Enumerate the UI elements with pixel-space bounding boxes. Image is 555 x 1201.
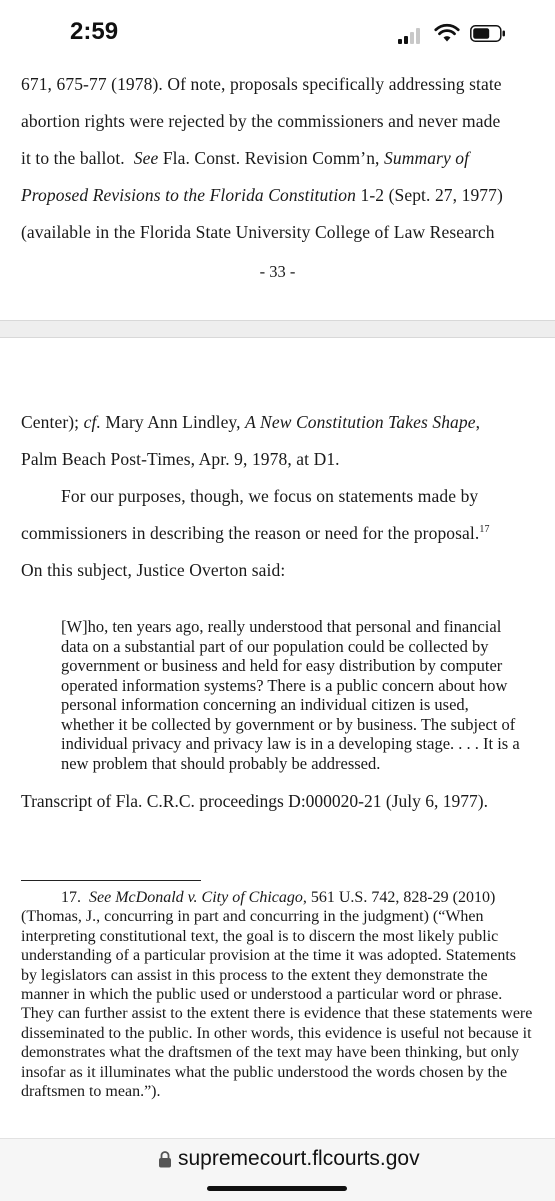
- text-line: On this subject, Justice Overton said:: [21, 560, 286, 580]
- page-number: - 33 -: [259, 262, 296, 281]
- signal-icon: [398, 28, 422, 44]
- lock-icon: [158, 1150, 172, 1168]
- text-line: Proposed Revisions to the Florida Constitution 1-2 (Sept. 27, 1977): [21, 185, 503, 205]
- case-name: McDonald v. City of Chicago: [115, 889, 303, 906]
- footnote-divider: [21, 880, 201, 881]
- text-line: For our purposes, though, we focus on statements made by: [61, 486, 479, 506]
- text-line: it to the ballot. See Fla. Const. Revision Comm’n, Summary of: [21, 148, 470, 168]
- text-line: (available in the Florida State University College of Law Research: [21, 222, 495, 242]
- home-indicator[interactable]: [207, 1186, 347, 1191]
- status-time: 2:59: [70, 18, 119, 45]
- footnote-17: 17. See McDonald v. City of Chicago, 561 U.S. 742, 828-29 (2010) (Thomas, J., concurring in part and concurring in the judgment) (“When interpreting constitutional text, the goal is to discern the most likely public understanding of a particular provision at the time it was adopted. Statements by legislators can assist in this process to the extent they demonstrate the manner in which the public used or understood a particular word or phrase. They can further assist to the extent there is evidence that these statements were disseminated to the public. In other words, this evidence is useful not because it demonstrates what the draftsmen of the text may have been thinking, but only insofar as it illuminates what the public understood the words chosen by the draftsmen to mean.”).: [21, 889, 533, 1101]
- citation-transcript: Transcript of Fla. C.R.C. proceedings D:000020-21 (July 6, 1977).: [21, 791, 488, 811]
- browser-address-bar[interactable]: [0, 1138, 555, 1201]
- footnote-reference[interactable]: 17: [479, 524, 490, 536]
- url-text[interactable]: supremecourt.flcourts.gov: [178, 1147, 420, 1170]
- block-quote: [W]ho, ten years ago, really understood that personal and financial data on a substantial part of our population could be collected by government or business and held for easy distribution by computer operated information systems? There is a public concern about how personal information concerning an individual citizen is used, whether it be collected by government or by business. The subject of individual privacy and privacy law is in a developing stage. . . . It is a new problem that should probably be addressed.: [61, 617, 520, 773]
- battery-icon: [470, 25, 506, 42]
- wifi-icon: [434, 23, 460, 43]
- page-34-text: [21, 404, 541, 589]
- text-line: 671, 675-77 (1978). Of note, proposals specifically addressing state: [21, 74, 502, 94]
- page-33-text: [21, 66, 541, 251]
- status-bar: [0, 0, 555, 64]
- text-line: Center); cf. Mary Ann Lindley, A New Constitution Takes Shape,: [21, 412, 481, 432]
- text-line: commissioners in describing the reason or need for the proposal.$^{17}$: [21, 523, 490, 543]
- page-separator: [0, 320, 555, 338]
- footnote-number: 17.: [61, 889, 81, 906]
- text-line: Palm Beach Post-Times, Apr. 9, 1978, at D1.: [21, 449, 340, 469]
- text-line: abortion rights were rejected by the commissioners and never made: [21, 111, 501, 131]
